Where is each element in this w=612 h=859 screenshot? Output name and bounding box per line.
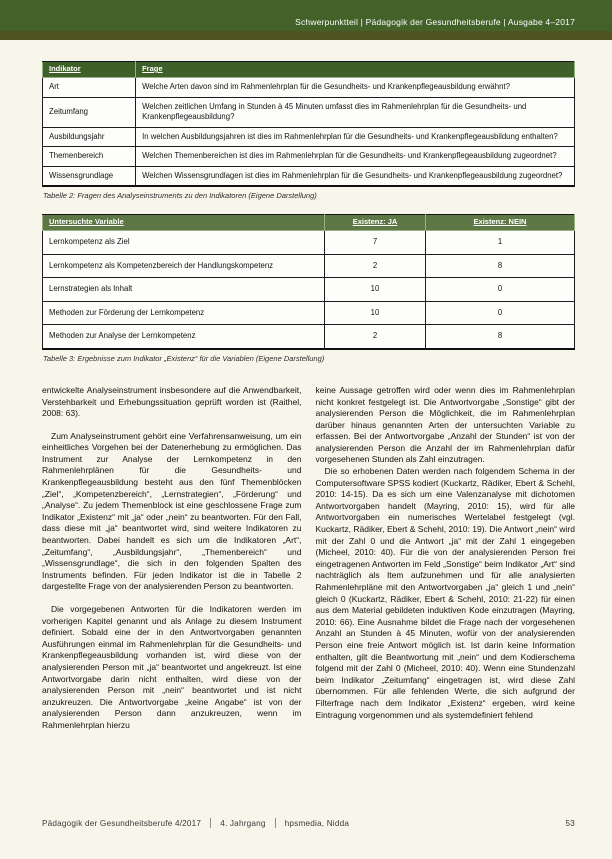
frage-cell: In welchen Ausbildungsjahren ist dies im Rahmenlehrplan für die Gesundheits- und Krankenpflegeausbildung enthalten? bbox=[136, 127, 575, 147]
table-row bbox=[43, 231, 575, 255]
frage-cell: Welchen zeitlichen Umfang in Stunden à 45 Minuten umfasst dies im Rahmenlehrplan für die Gesundheits- und Krankenpflegeausbildung? bbox=[136, 97, 575, 127]
table-row bbox=[43, 254, 575, 278]
nein-count-cell: 0 bbox=[426, 278, 575, 302]
existenz-table-caption: Tabelle 3: Ergebnisse zum Indikator „Existenz“ für die Variablen (Eigene Darstellung) bbox=[43, 353, 325, 363]
indikator-cell: Themenbereich bbox=[43, 147, 136, 167]
left-column bbox=[42, 385, 302, 732]
nein-count-cell: 1 bbox=[426, 231, 575, 255]
paragraph: Die vorgegebenen Antworten für die Indikatoren werden im vorherigen Kapitel genannt und als Anlage zu diesem Instrument definiert. Sobald eine der in den Antwortvorgaben genannten Ausführungen einmal im Rahmenlehrplan für die Gesundheits- und Krankenpflegeausbildung vorhanden ist, wird diese von der analysierenden Person mit „ja“ beantwortet und angekreuzt. Ist eine Antwortvorgabe darin nicht enthalten, wird diese von der analysierenden Person mit „nein“ beantwortet und ist nicht anzukreuzen. Die Antwortvorgabe „keine Angabe“ ist von der analysierenden Person dann anzukreuzen, wenn im Rahmenlehrplan hierzu bbox=[42, 604, 302, 730]
nein-count-cell: 8 bbox=[426, 254, 575, 278]
right-column bbox=[316, 385, 576, 732]
ja-count-cell: 10 bbox=[324, 301, 425, 325]
indikator-cell: Art bbox=[43, 78, 136, 98]
nein-count-cell: 0 bbox=[426, 301, 575, 325]
ja-count-cell: 10 bbox=[324, 278, 425, 302]
table-row bbox=[43, 278, 575, 302]
table-row bbox=[43, 166, 575, 186]
nein-count-cell: 8 bbox=[426, 325, 575, 349]
ja-count-cell: 2 bbox=[324, 325, 425, 349]
fragen-col-frage: Frage bbox=[136, 62, 575, 78]
fragen-table-header-row bbox=[43, 62, 575, 78]
existenz-table-header-row bbox=[43, 215, 575, 231]
paragraph: Zum Analyseinstrument gehört eine Verfahrensanweisung, um ein einheitliches Vorgehen bei der Datenerhebung zu ermöglichen. Das Instrument zur Analyse der Lernkompetenz in den Rahmenlehrplänen für die Gesundheits- und Krankenpflegeausbildung besteht aus den fünf Themenblöcken „Ziel“, „Kompetenzbereich“, „Lernstrategien“, „Förderung“ und „Analyse“. Zu jedem Themenblock ist eine geschlossene Frage zum Indikator „Existenz“ mit „ja“ oder „nein“ zu beantworten. Für den Fall, dass diese mit „ja“ beantwortet wird, sind weitere Indikatoren zu beantworten. Dabei handelt es sich um die Indikatoren „Art“, „Zeitumfang“, „Ausbildungsjahr“, „Themenbereich“ und „Wissensgrundlage“, die sich in den folgenden Spalten des Instruments befinden. Für jeden Indikator ist die in Tabelle 2 dargestellte Frage von der analysierenden Person zu beantworten. bbox=[42, 430, 302, 592]
paragraph: keine Aussage getroffen wird oder wenn dies im Rahmenlehrplan nicht konkret festgelegt ist. Die Antwortvorgabe „Sonstige“ gibt der analysierenden Person die Möglichkeit, die im Rahmenlehrplan darüber hinaus genannten Arten der untersuchten Variable zu erfassen. Bei der Antwortvorgabe „Anzahl der Stunden“ ist von der analysierenden Person die Anzahl der im Rahmenlehrplan dafür vorgesehenen Stunden als Zahl einzutragen. bbox=[315, 384, 575, 465]
frage-cell: Welchen Wissensgrundlagen ist dies im Rahmenlehrplan für die Gesundheits- und Krankenpflegeausbildung zugeordnet? bbox=[136, 166, 575, 186]
table-row bbox=[43, 127, 575, 147]
existenz-col-ja: Existenz: JA bbox=[324, 215, 425, 231]
ja-count-cell: 2 bbox=[324, 254, 425, 278]
existenz-col-nein: Existenz: NEIN bbox=[426, 215, 575, 231]
footer-divider bbox=[210, 818, 211, 828]
frage-cell: Welche Arten davon sind im Rahmenlehrplan für die Gesundheits- und Krankenpflegeausbildung erwähnt? bbox=[136, 78, 575, 98]
page-number: 53 bbox=[565, 818, 575, 828]
header-bar bbox=[0, 0, 612, 31]
header-accent-strip bbox=[0, 31, 612, 40]
table-row bbox=[43, 301, 575, 325]
footer-imprint bbox=[42, 818, 349, 828]
footer-publisher: hpsmedia, Nidda bbox=[284, 818, 350, 828]
fragen-table-caption: Tabelle 2: Fragen des Analyseinstruments zu den Indikatoren (Eigene Darstellung) bbox=[43, 191, 317, 201]
variable-cell: Methoden zur Analyse der Lernkompetenz bbox=[43, 325, 325, 349]
table-row bbox=[43, 78, 575, 98]
variable-cell: Lernstrategien als Inhalt bbox=[43, 278, 325, 302]
indikator-cell: Ausbildungsjahr bbox=[43, 127, 136, 147]
variable-cell: Lernkompetenz als Ziel bbox=[43, 231, 325, 255]
variable-cell: Lernkompetenz als Kompetenzbereich der Handlungskompetenz bbox=[43, 254, 325, 278]
existenz-col-variable: Untersuchte Variable bbox=[43, 215, 325, 231]
footer-divider bbox=[275, 818, 276, 828]
indikator-cell: Wissensgrundlage bbox=[43, 166, 136, 186]
table-row bbox=[43, 97, 575, 127]
footer-journal: Pädagogik der Gesundheitsberufe 4/2017 bbox=[42, 818, 202, 828]
footer-volume: 4. Jahrgang bbox=[220, 818, 266, 828]
existenz-table bbox=[42, 214, 575, 350]
ja-count-cell: 7 bbox=[324, 231, 425, 255]
page-footer bbox=[42, 818, 575, 828]
indikator-cell: Zeitumfang bbox=[43, 97, 136, 127]
table-row bbox=[43, 325, 575, 349]
variable-cell: Methoden zur Förderung der Lernkompetenz bbox=[43, 301, 325, 325]
paragraph: Die so erhobenen Daten werden nach folgendem Schema in der Computersoftware SPSS kodiert (Kuckartz, Rädiker, Ebert & Schehl, 2010: 14-15). Da es sich um eine Valenzanalyse mit dichotomen Antwortvorgaben handelt (Mayring, 2010: 15), wird für alle Antwortvorgaben ein numerisches Wertelabel festgelegt (vgl. Kuckartz, Rädiker, Ebert & Schehl, 2010: 19). Die Antwort „nein“ wird mit der Zahl 0 und die Antwort „ja“ mit der Zahl 1 eingegeben (Micheel, 2010: 40). Für die von der analysierenden Person frei eingetragenen Antworten im Feld „Sonstige“ beim Indikator „Art“ sind nachträglich als Item aufzunehmen und für alle analysierten Rahmenlehrpläne mit den Antwortvorgaben „ja“ gleich 1 und „nein“ gleich 0 (Kuckartz, Rädiker, Ebert & Schehl, 2010: 21-22) für einen aus dem Material gebildeten induktiven Kode einzutragen (Mayring, 2010: 66). Eine Ausnahme bildet die Frage nach der vorgesehenen Anzahl an Stunden à 45 Minuten, wofür von der analysierenden Person eine freie Antwort möglich ist. Ist darin keine Information enthalten, gilt die Beantwortung mit „nein“ und dem Kodierschema folgend mit der Zahl 0 (Micheel, 2010: 40). Wenn eine Stundenzahl beim Indikator „Zeitumfang“ eingetragen ist, wird diese Zahl übernommen. Für alle fehlenden Werte, die sich aufgrund der Filterfrage nach dem Indikator „Existenz“ ergeben, wird keine Eintragung vorgenommen und als systemdefiniert fehlend bbox=[315, 466, 575, 720]
paragraph: entwickelte Analyseinstrument insbesondere auf die Anwendbarkeit, Verstehbarkeit und Erhebungssituation geprüft worden ist (Raithel, 2008: 63). bbox=[42, 384, 302, 419]
fragen-table bbox=[42, 61, 575, 187]
fragen-col-indikator: Indikator bbox=[43, 62, 136, 78]
frage-cell: Welchen Themenbereichen ist dies im Rahmenlehrplan für die Gesundheits- und Krankenpflegeausbildung zugeordnet? bbox=[136, 147, 575, 167]
header-bar-text: Schwerpunktteil | Pädagogik der Gesundheitsberufe | Ausgabe 4–2017 bbox=[295, 17, 575, 27]
page-content bbox=[42, 61, 575, 732]
article-body bbox=[42, 385, 575, 732]
table-row bbox=[43, 147, 575, 167]
